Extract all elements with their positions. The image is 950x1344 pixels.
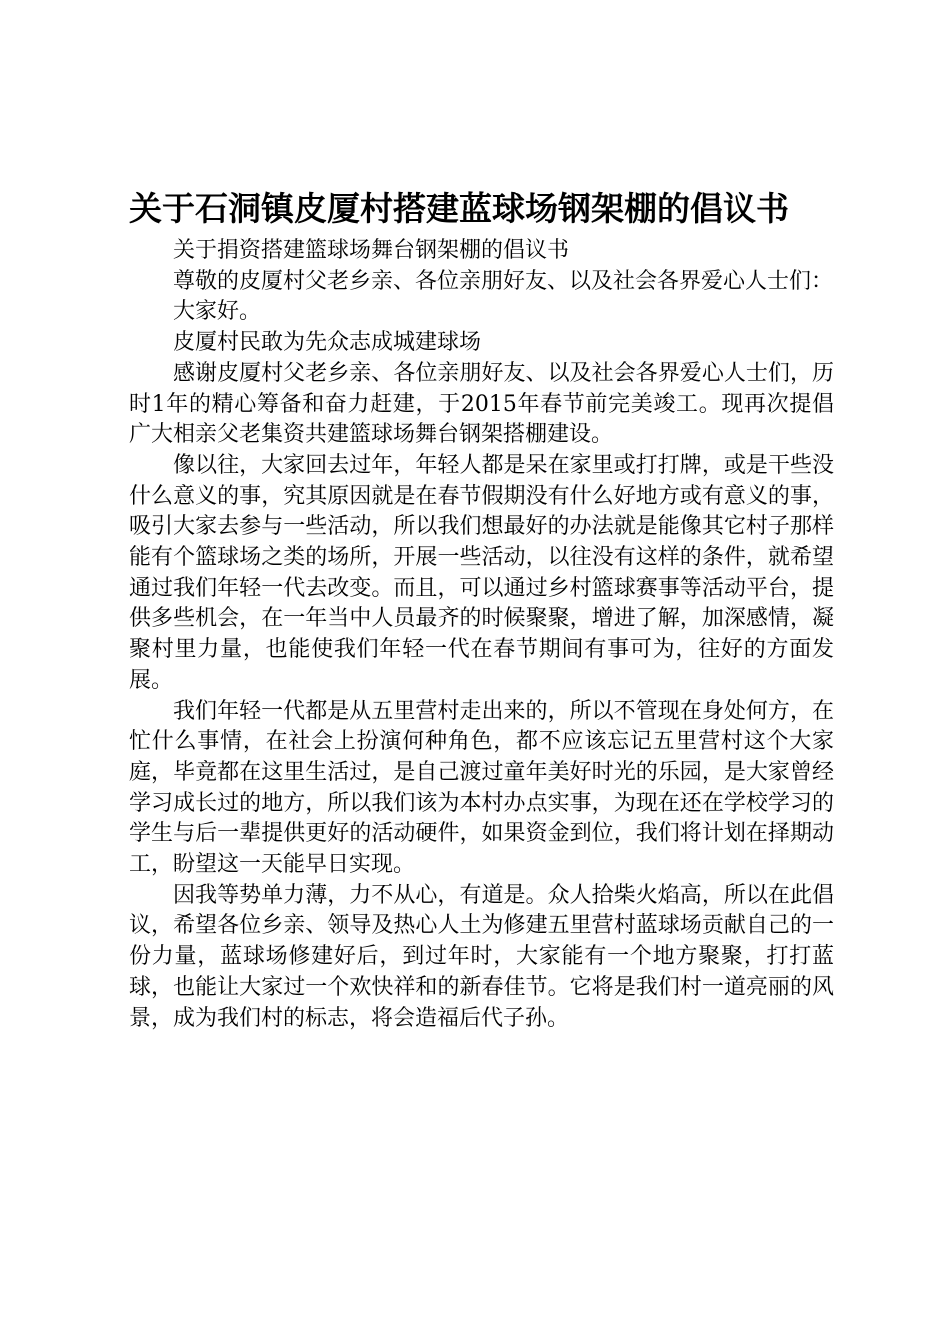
paragraph: 大家好。 — [173, 299, 262, 325]
paragraph: 像以往，大家回去过年，年轻人都是呆在家里或打打牌，或是干些没什么意义的事，究其原因就是在春节假期没有什么好地方或有意义的事，吸引大家去参与一些活动，所以我们想最好的办法就是能像其它村子那样能有个篮球场之类的场所，开展一些活动，以往没有这样的条件，就希望通过我们年轻一代去改变。而且，可以通过乡村篮球赛事等活动平台，提供多些机会，在一年当中人员最齐的时候聚聚，增进了解，加深感情，凝聚村里力量，也能使我们年轻一代在春节期间有事可为，往好的方面发展。 — [129, 452, 834, 693]
document-body — [129, 236, 834, 1034]
paragraph: 我们年轻一代都是从五里营村走出来的，所以不管现在身处何方，在忙什么事情，在社会上扮演何种角色，都不应该忘记五里营村这个大家庭，毕竟都在这里生活过，是自己渡过童年美好时光的乐园，是大家曾经学习成长过的地方，所以我们该为本村办点实事，为现在还在学校学习的学生与后一辈提供更好的活动硬件，如果资金到位，我们将计划在择期动工，盼望这一天能早日实现。 — [129, 698, 834, 878]
paragraph: 因我等势单力薄，力不从心，有道是。众人拾柴火焰高，所以在此倡议，希望各位乡亲、领导及热心人土为修建五里营村蓝球场贡献自己的一份力量，蓝球场修建好后，到过年时，大家能有一个地方聚聚，打打蓝球，也能让大家过一个欢快祥和的新春佳节。它将是我们村一道亮丽的风景，成为我们村的标志，将会造福后代子孙。 — [129, 882, 834, 1031]
paragraph: 关于捐资搭建篮球场舞台钢架棚的倡议书 — [173, 238, 570, 263]
paragraph: 尊敬的皮厦村父老乡亲、各位亲朋好友、以及社会各界爱心人士们： — [173, 268, 834, 294]
paragraph: 感谢皮厦村父老乡亲、各位亲朋好友、以及社会各界爱心人士们，历时1年的精心筹备和奋力赶建，于2015年春节前完美竣工。现再次提倡广大相亲父老集资共建篮球场舞台钢架搭棚建设。 — [129, 360, 834, 448]
document-title: 关于石洞镇皮厦村搭建蓝球场钢架棚的倡议书 — [129, 189, 789, 228]
paragraph: 皮厦村民敢为先众志成城建球场 — [173, 330, 482, 356]
